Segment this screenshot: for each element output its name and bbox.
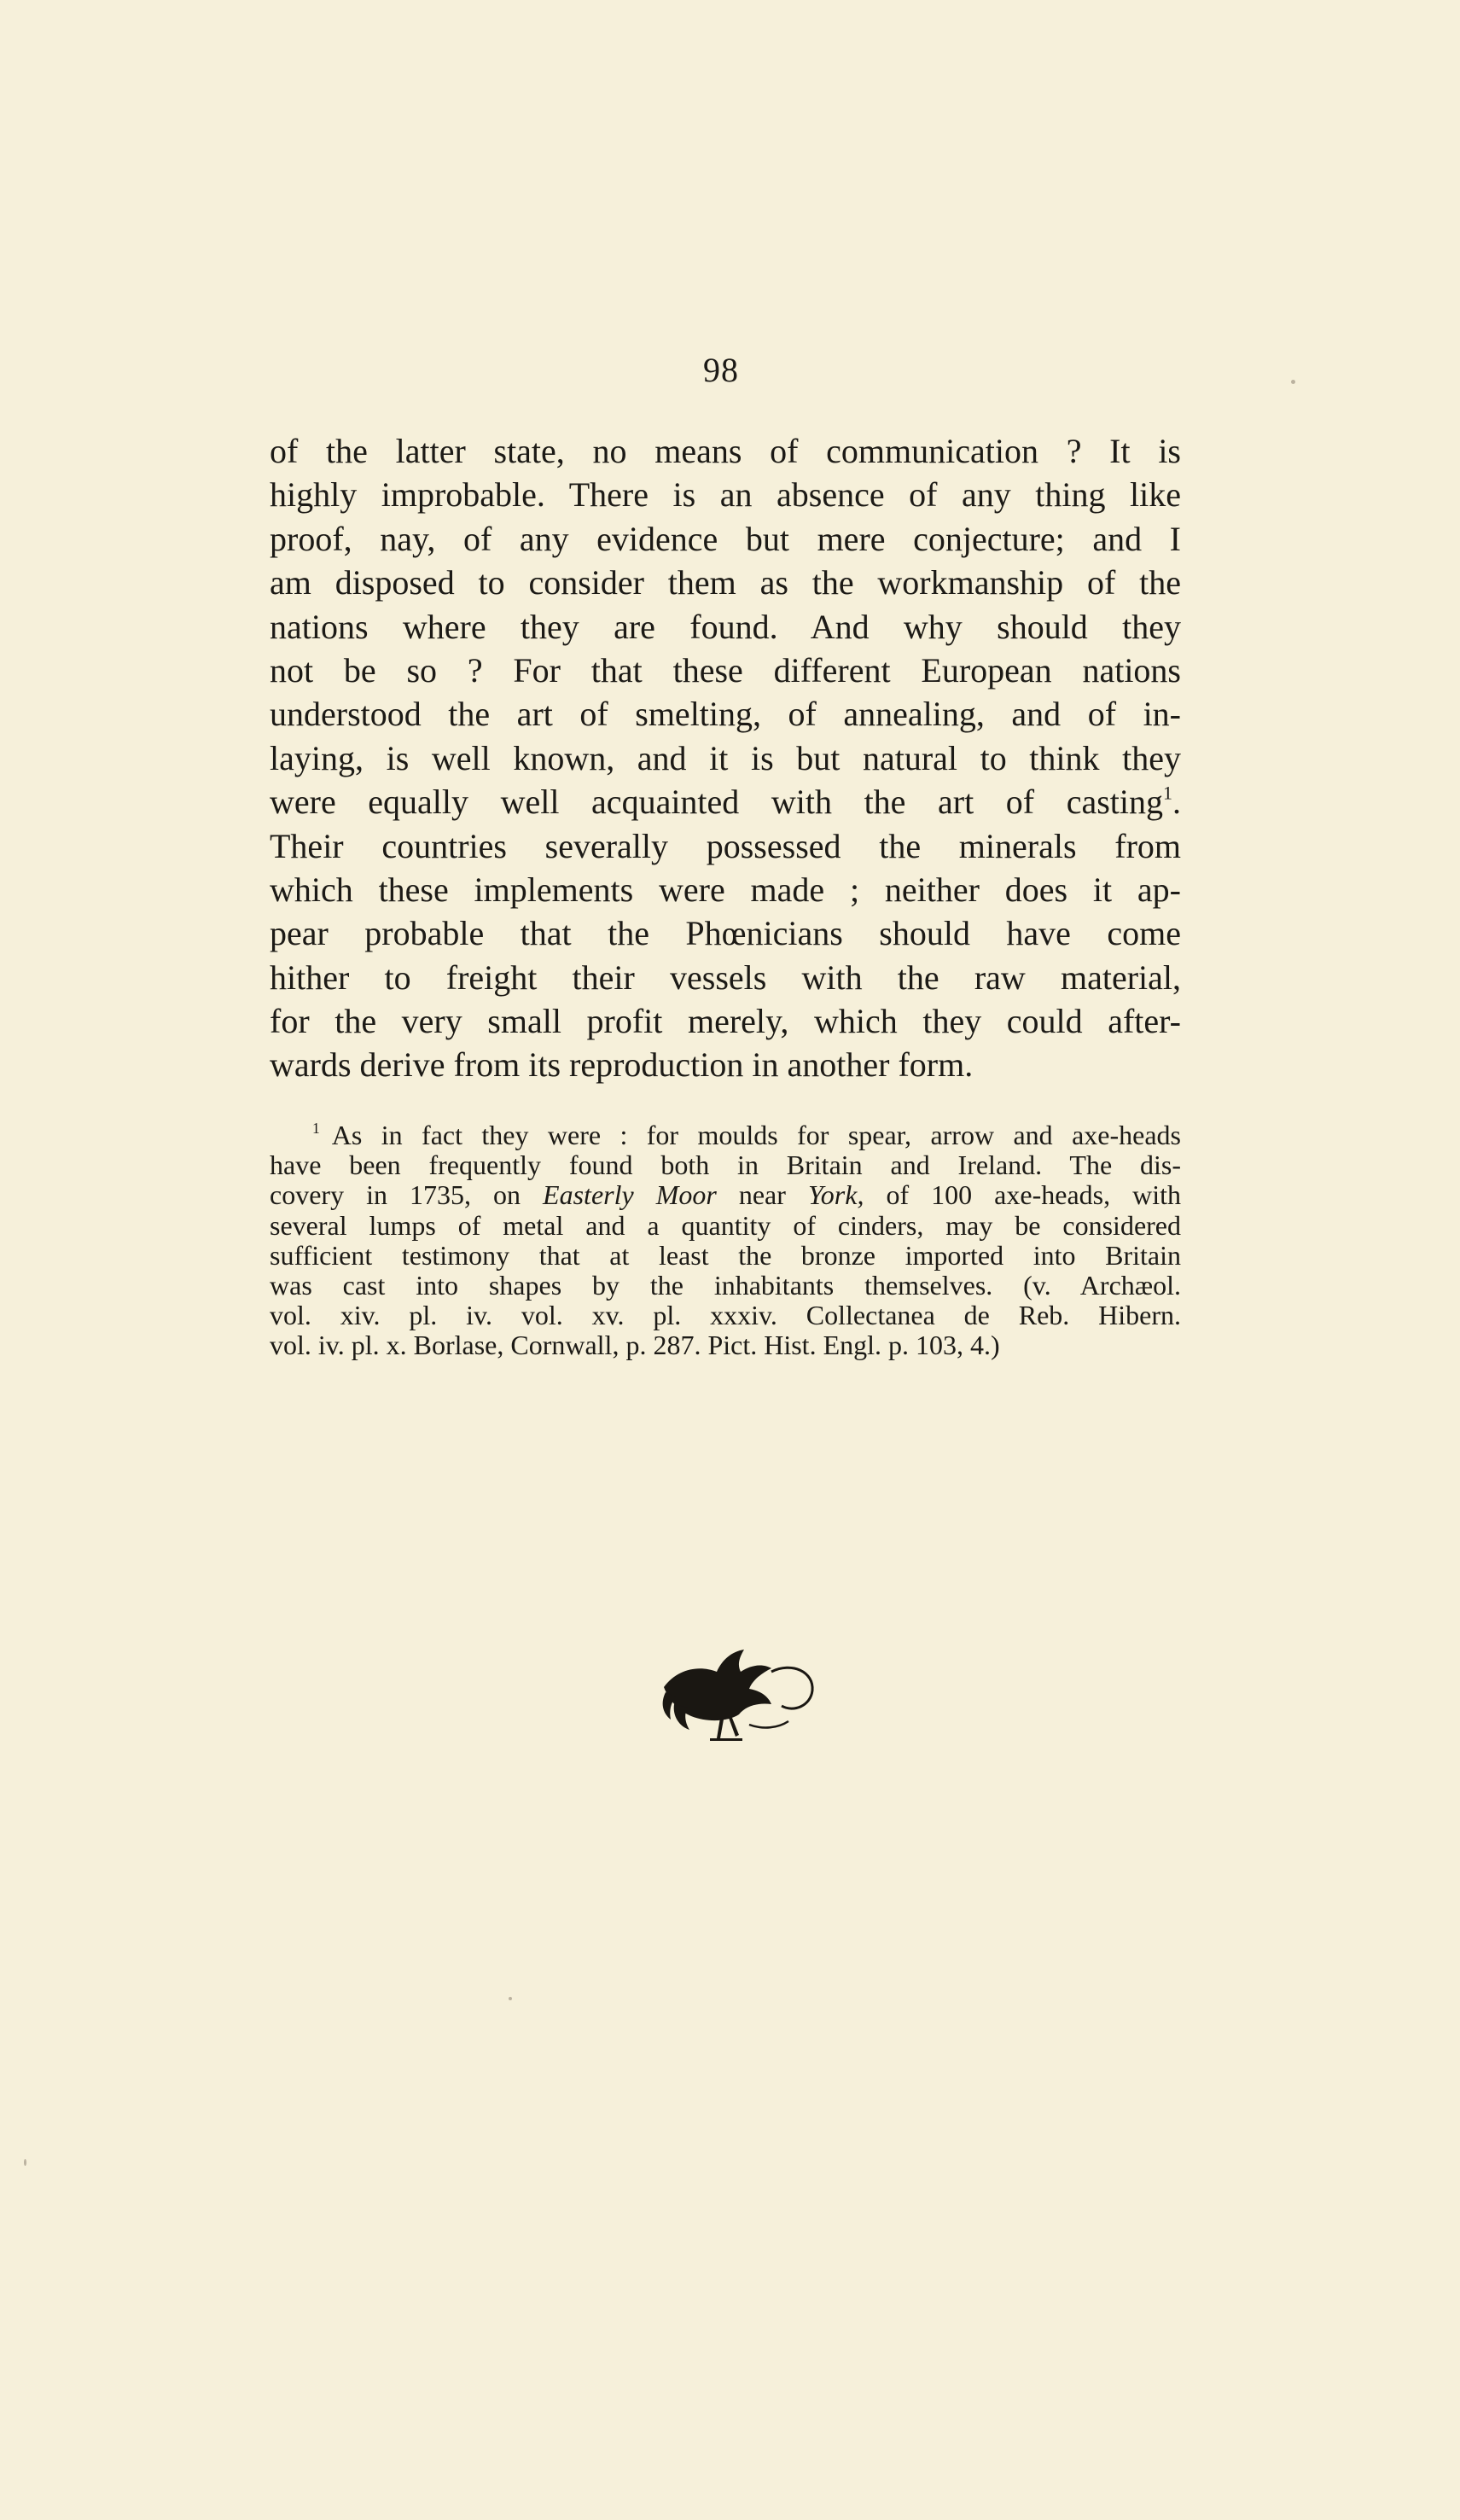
- body-line: pear probable that the Phœnicians should have come: [270, 914, 1181, 953]
- body-line: not be so ? For that these different European nations: [270, 650, 1181, 690]
- footnote-line: [270, 1120, 1181, 1150]
- footnote-text: near: [716, 1179, 808, 1211]
- footnote-text: As in fact they were : for moulds for spear, arrow and axe-heads: [331, 1120, 1181, 1150]
- bird-vignette-icon: [657, 1643, 819, 1743]
- body-line: laying, is well known, and it is but natural to think they: [270, 738, 1181, 777]
- body-line: am disposed to consider them as the workmanship of the: [270, 563, 1181, 602]
- body-text: [270, 429, 1181, 1087]
- sentence-period: .: [1172, 783, 1181, 822]
- footnote-place-name: York,: [807, 1179, 864, 1211]
- body-line: proof, nay, of any evidence but mere conjecture; and I: [270, 519, 1181, 558]
- footnote-reference: 1: [1163, 782, 1172, 804]
- page-number: 98: [703, 351, 739, 389]
- footnote-text: covery in 1735, on: [270, 1179, 544, 1211]
- body-line: for the very small profit merely, which they could after-: [270, 1002, 1181, 1041]
- paper-speck: [509, 1997, 512, 2000]
- footnote-line: sufficient testimony that at least the bronze imported into Britain: [270, 1239, 1181, 1271]
- footnote-line: [270, 1180, 1181, 1210]
- body-line-text: were equally well acquainted with the art of casting: [270, 783, 1163, 822]
- footnote: [270, 1120, 1181, 1361]
- body-line-with-footnote-ref: [270, 780, 1181, 824]
- body-line: highly improbable. There is an absence of any thing like: [270, 475, 1181, 515]
- footnote-line: several lumps of metal and a quantity of cinders, may be considered: [270, 1209, 1181, 1241]
- body-line: of the latter state, no means of communication ? It is: [270, 432, 1181, 470]
- paper-speck: [24, 2159, 26, 2166]
- body-line: nations where they are found. And why should they: [270, 607, 1181, 646]
- body-line: wards derive from its reproduction in another form.: [270, 1045, 974, 1085]
- footnote-line: vol. xiv. pl. iv. vol. xv. pl. xxxiv. Collectanea de Reb. Hibern.: [270, 1300, 1181, 1331]
- paper-speck: [1291, 380, 1295, 384]
- body-line: Their countries severally possessed the minerals from: [270, 826, 1181, 865]
- footnote-marker: 1: [312, 1119, 320, 1137]
- footnote-line: have been frequently found both in Britain and Ireland. The dis-: [270, 1149, 1181, 1181]
- body-line: which these implements were made ; neither does it ap-: [270, 870, 1181, 909]
- footnote-text: of 100 axe-heads, with: [864, 1179, 1182, 1211]
- body-line: hither to freight their vessels with the raw material,: [270, 957, 1181, 997]
- footnote-line: vol. iv. pl. x. Borlase, Cornwall, p. 287. Pict. Hist. Engl. p. 103, 4.): [270, 1330, 1000, 1361]
- body-line: understood the art of smelting, of annealing, and of in-: [270, 695, 1181, 734]
- footnote-line: was cast into shapes by the inhabitants themselves. (v. Archæol.: [270, 1269, 1181, 1301]
- footnote-place-name: Easterly Moor: [543, 1179, 717, 1211]
